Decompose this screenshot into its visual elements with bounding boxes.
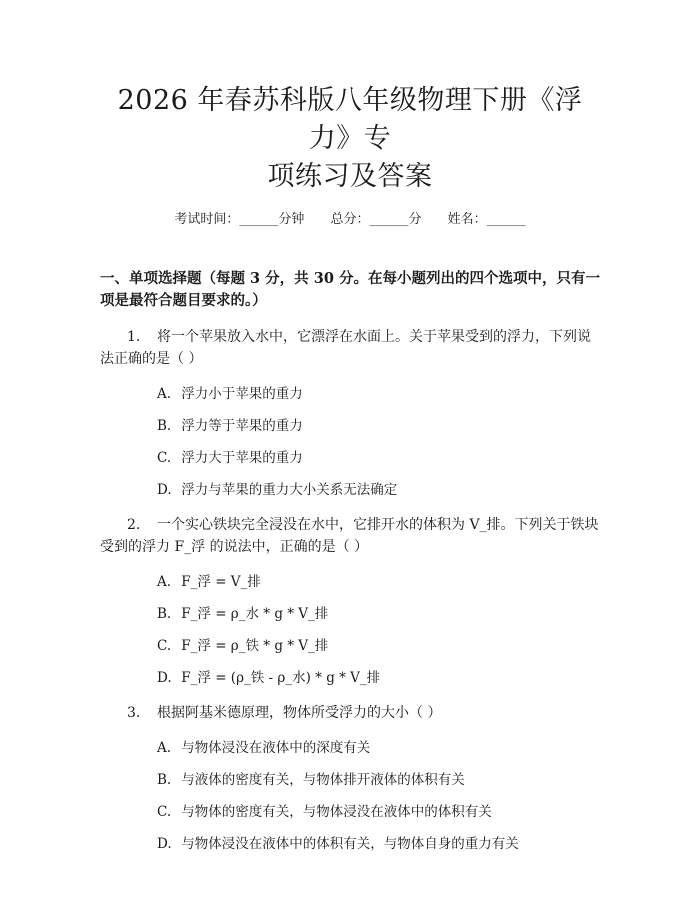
option-label: D. xyxy=(157,670,172,686)
option-a xyxy=(157,384,600,404)
exam-time: 考试时间：______分钟 xyxy=(174,212,305,227)
option-label: B. xyxy=(157,418,172,434)
option-text: 浮力等于苹果的重力 xyxy=(181,418,303,434)
option-text: 浮力与苹果的重力大小关系无法确定 xyxy=(181,482,398,498)
option-b xyxy=(157,416,600,436)
option-label: C. xyxy=(157,638,172,654)
option-label: C. xyxy=(157,804,172,820)
option-label: A. xyxy=(157,574,172,590)
option-text: F_浮 = ρ_铁 * g * V_排 xyxy=(181,638,329,654)
option-d xyxy=(157,480,600,500)
document-title xyxy=(100,0,600,196)
student-name: 姓名：______ xyxy=(447,212,526,227)
exam-score: 总分：______分 xyxy=(330,212,422,227)
option-d xyxy=(157,668,600,688)
question-3 xyxy=(100,702,600,854)
option-text: 与物体浸没在液体中的体积有关，与物体自身的重力有关 xyxy=(181,836,519,852)
option-d xyxy=(157,834,600,854)
title-line-1: 2026 年春苏科版八年级物理下册《浮力》专 xyxy=(117,85,583,154)
option-list xyxy=(100,572,600,688)
question-1 xyxy=(100,326,600,500)
option-b xyxy=(157,604,600,624)
option-text: F_浮 = ρ_水 * g * V_排 xyxy=(181,606,329,622)
option-text: 与物体的密度有关，与物体浸没在液体中的体积有关 xyxy=(181,804,492,820)
question-2 xyxy=(100,514,600,688)
option-label: C. xyxy=(157,450,172,466)
question-text: 将一个苹果放入水中，它漂浮在水面上。关于苹果受到的浮力，下列说法正确的是（ ） xyxy=(100,329,591,367)
question-stem xyxy=(100,702,600,724)
option-label: D. xyxy=(157,482,172,498)
title-line-2: 项练习及答案 xyxy=(267,161,433,192)
option-text: F_浮 = (ρ_铁 - ρ_水) * g * V_排 xyxy=(181,670,381,686)
question-text: 一个实心铁块完全浸没在水中，它排开水的体积为 V_排。下列关于铁块受到的浮力 F_浮 的说法中，正确的是（ ） xyxy=(100,517,599,555)
question-number: 3. xyxy=(127,705,141,721)
option-text: 浮力大于苹果的重力 xyxy=(181,450,303,466)
option-list xyxy=(100,384,600,500)
section-heading: 一、单项选择题（每题 3 分，共 30 分。在每小题列出的四个选项中，只有一项是最符合题目要求的。） xyxy=(100,270,600,309)
option-a xyxy=(157,738,600,758)
option-c xyxy=(157,636,600,656)
option-label: B. xyxy=(157,772,172,788)
question-text: 根据阿基米德原理，物体所受浮力的大小（ ） xyxy=(157,705,442,721)
option-list xyxy=(100,738,600,854)
exam-meta xyxy=(100,210,600,230)
question-number: 1. xyxy=(127,329,141,345)
option-text: 与液体的密度有关，与物体排开液体的体积有关 xyxy=(181,772,465,788)
option-label: B. xyxy=(157,606,172,622)
option-text: 与物体浸没在液体中的深度有关 xyxy=(181,740,371,756)
option-a xyxy=(157,572,600,592)
option-c xyxy=(157,802,600,822)
question-stem xyxy=(100,514,600,558)
option-c xyxy=(157,448,600,468)
option-text: 浮力小于苹果的重力 xyxy=(181,386,303,402)
option-b xyxy=(157,770,600,790)
option-label: D. xyxy=(157,836,172,852)
option-label: A. xyxy=(157,740,172,756)
question-stem xyxy=(100,326,600,370)
option-text: F_浮 = V_排 xyxy=(181,574,261,590)
question-number: 2. xyxy=(127,517,141,533)
option-label: A. xyxy=(157,386,172,402)
